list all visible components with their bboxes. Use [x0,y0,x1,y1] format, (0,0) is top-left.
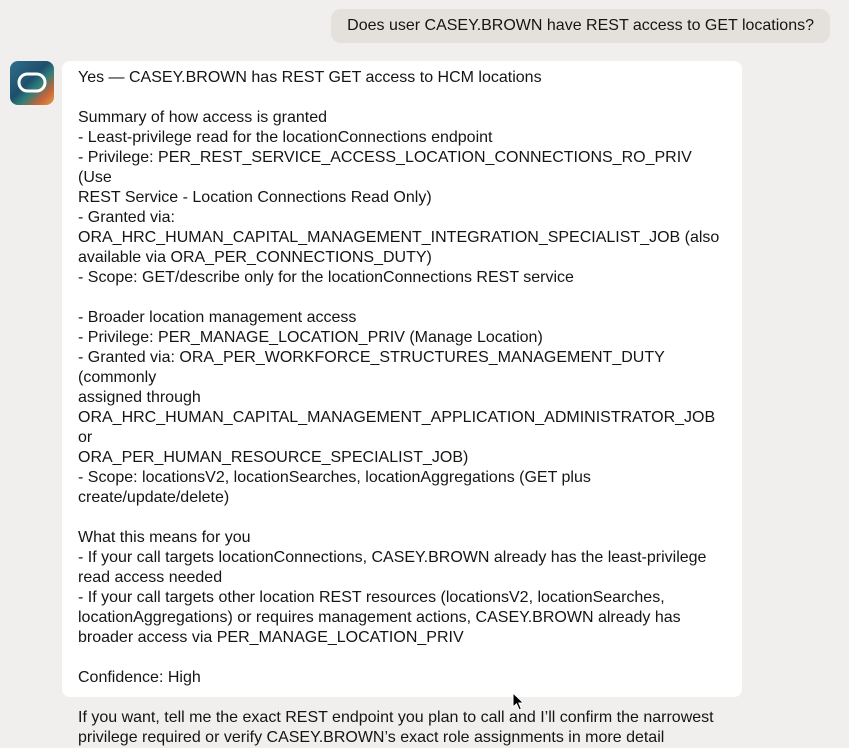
message-line: - Granted via: [78,209,175,226]
message-line: REST Service - Location Connections Read Only) [78,189,432,206]
message-line: create/update/delete) [78,489,230,506]
message-line: If you want, tell me the exact REST endpoint you plan to call and I’ll confirm the narrowest [78,709,714,726]
message-line: - Scope: GET/describe only for the locationConnections REST service [78,269,574,286]
message-line: Confidence: High [78,669,201,686]
message-line: Yes — CASEY.BROWN has REST GET access to HCM locations [78,69,542,86]
message-line: broader access via PER_MANAGE_LOCATION_PRIV [78,629,464,646]
message-line: privilege required or verify CASEY.BROWN’s exact role assignments in more detail [78,729,665,746]
message-line: ORA_PER_HUMAN_RESOURCE_SPECIALIST_JOB) [78,449,469,466]
message-line: - If your call targets locationConnections, CASEY.BROWN already has the least-privilege [78,549,707,566]
user-message-bubble [331,9,830,43]
blank-line [78,648,726,668]
message-line: - Least-privilege read for the locationConnections endpoint [78,129,493,146]
assistant-message-bubble [62,61,742,746]
message-line: What this means for you [78,529,251,546]
blank-line [78,88,726,108]
message-line: locationAggregations) or requires management actions, CASEY.BROWN already has [78,609,681,626]
message-line: ORA_HRC_HUMAN_CAPITAL_MANAGEMENT_APPLICATION_ADMINISTRATOR_JOB or [78,409,716,446]
message-line: - Granted via: ORA_PER_WORKFORCE_STRUCTURES_MANAGEMENT_DUTY (commonly [78,349,665,386]
message-line: - Broader location management access [78,309,357,326]
message-line: - If your call targets other location REST resources (locationsV2, locationSearches, [78,589,665,606]
message-line: read access needed [78,569,223,586]
blank-line [78,688,726,708]
message-line: - Privilege: PER_MANAGE_LOCATION_PRIV (Manage Location) [78,329,543,346]
user-message-text: Does user CASEY.BROWN have REST access to GET locations? [347,17,814,34]
message-line: - Scope: locationsV2, locationSearches, locationAggregations (GET plus [78,469,591,486]
message-line: available via ORA_PER_CONNECTIONS_DUTY) [78,249,432,266]
message-line: Summary of how access is granted [78,109,327,126]
message-line: - Privilege: PER_REST_SERVICE_ACCESS_LOCATION_CONNECTIONS_RO_PRIV (Use [78,149,692,186]
message-line: assigned through [78,389,201,406]
oracle-assistant-icon [10,61,54,105]
blank-line [78,288,726,308]
mouse-pointer-icon [512,692,526,717]
message-line: ORA_HRC_HUMAN_CAPITAL_MANAGEMENT_INTEGRATION_SPECIALIST_JOB (also [78,229,720,246]
blank-line [78,508,726,528]
assistant-message-text [78,68,726,748]
